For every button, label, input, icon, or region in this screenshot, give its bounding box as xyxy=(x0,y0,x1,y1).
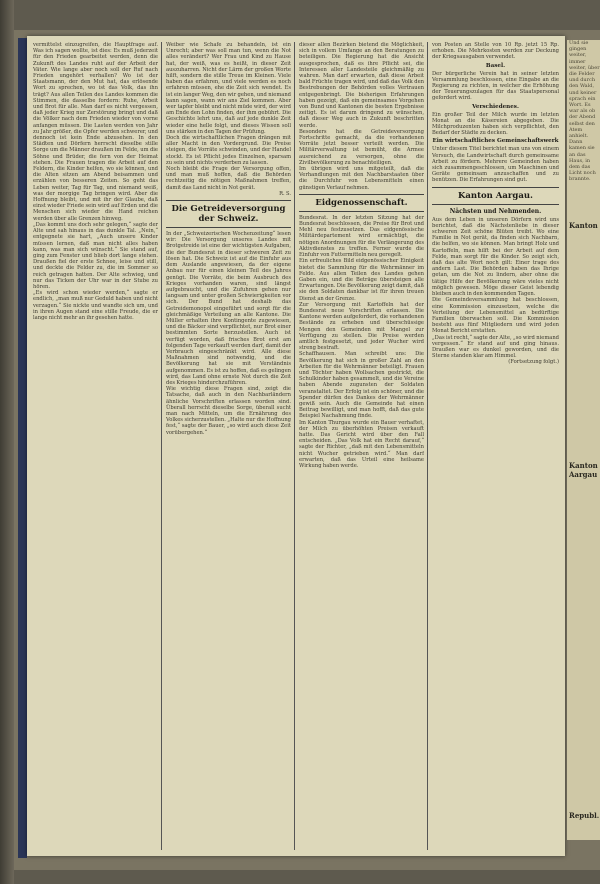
divider xyxy=(299,194,424,195)
section-heading: Kanton Aargau. xyxy=(458,190,533,201)
facing-page xyxy=(567,40,600,840)
paragraph: Im übrigen wird uns mitgeteilt, daß die Verhandlungen mit den Nachbarstaaten über die Durchfuhr von Lebensmitteln einen günstigen Verlauf nehmen. xyxy=(299,166,424,191)
divider xyxy=(432,204,559,205)
paragraph: Ein großer Teil der Milch wurde im letzten Monat an die Käsereien abgegeben. Die Milchproduzenten haben sich verpflichtet, den Bedarf der Städte zu decken. xyxy=(432,111,559,137)
paragraph: dieser allen Bezirken bietend die Möglichkeit, sich in vollem Umfange an den Beratungen zu beteiligen. Die Regierung hat die Ansicht ausgesprochen, daß es ihre Pflicht sei, die Interessen aller Landesteile gleichmäßig zu wahren. Man darf erwarten, daß diese Arbeit bald Früchte tragen wird, und daß das Volk den Bestrebungen der Behörden volles Vertrauen entgegenbringt. Die bisherigen Erfahrungen haben gezeigt, daß ein gemeinsames Vorgehen von Bund und Kantonen die besten Ergebnisse zeitigt. Es ist darum dringend zu wünschen, daß dieser Weg auch in Zukunft beschritten werde. xyxy=(299,42,424,129)
paragraph: Noch bleibt die Frage der Versorgung offen, und man muß hoffen, daß die Behörden rechtzeitig die nötigen Maßnahmen treffen, damit das Land nicht in Not gerät. xyxy=(166,166,291,191)
divider xyxy=(166,200,291,201)
column-rule xyxy=(294,42,295,850)
paragraph: Die Gemeindeversammlung hat beschlossen, eine Kommission einzusetzen, welche die Verteilung der Lebensmittel an bedürftige Familien überwachen soll. Die Kommission besteht aus fünf Mitgliedern und wird jeden Monat Bericht erstatten. xyxy=(432,297,559,335)
column-rule xyxy=(427,42,428,850)
paragraph: Im Kanton Thurgau wurde ein Bauer verhaftet, der Milch zu überhöhten Preisen verkauft hatte. Das Gericht wird über den Fall entscheiden. „Das Volk hat ein Recht darauf,“ sagte der Richter, „daß mit den Lebensmitteln nicht Wucher getrieben wird.“ Man darf erwarten, daß das Urteil eine heilsame Wirkung haben werde. xyxy=(299,419,424,469)
divider xyxy=(166,227,291,228)
paragraph: In der „Schweizerischen Wochenzeitung“ lesen wir: Die Versorgung unseres Landes mit Brotgetreide ist eine der wichtigsten Aufgaben, die der Bundesrat in dieser schweren Zeit zu lösen hat. Die Schweiz ist auf die Einfuhr aus dem Auslande angewiesen, da der eigene Anbau nur für einen kleinen Teil des Jahres genügt. Die Vorräte, die beim Ausbruch des Krieges vorhanden waren, sind längst aufgebraucht, und die Zufuhren gehen nur langsam und unter großen Schwierigkeiten vor sich. Der Bund hat deshalb das Getreidemonopol eingeführt und sorgt für die gleichmäßige Verteilung an alle Kantone. Die Müller erhalten ihre Kontingente zugewiesen, und die Bäcker sind verpflichtet, nur Brot einer bestimmten Sorte herzustellen. Auch ist verfügt worden, daß frisches Brot erst am folgenden Tage verkauft werden darf, damit der Verbrauch eingeschränkt wird. Alle diese Maßnahmen sind notwendig, und die Bevölkerung hat sie mit Verständnis aufgenommen. Es ist zu hoffen, daß es gelingen wird, das Land ohne ernste Not durch die Zeit des Krieges hindurchzuführen. xyxy=(166,231,291,386)
facing-page-heading: Kanton Aargau xyxy=(568,460,600,480)
section-heading: Eidgenossenschaft. xyxy=(315,197,408,208)
paragraph: „Es wird schon wieder werden,“ sagte er endlich, „man muß nur Geduld haben und nicht verzagen.“ Sie nickte und wandte sich um, und in ihren Augen stand eine stille Freude, die er lange nicht mehr an ihr gesehen hatte. xyxy=(33,290,158,321)
column-2 xyxy=(166,42,291,850)
article-heading: Die Getreideversorgung der Schweiz. xyxy=(171,204,286,225)
column-4 xyxy=(432,42,559,850)
article-heading: Nächsten und Nehmenden. xyxy=(449,207,542,215)
subheading: Verschiedenes. xyxy=(472,103,519,110)
facing-page-heading: Republ. xyxy=(569,811,600,820)
column-3 xyxy=(299,42,424,850)
column-rule xyxy=(161,42,162,850)
paragraph: Zur Versorgung mit Kartoffeln hat der Bundesrat neue Vorschriften erlassen. Die Kantone werden aufgefordert, die vorhandenen Bestände zu erheben und überschüssige Mengen den Gemeinden mit Mangel zur Verfügung zu stellen. Die Preise werden amtlich festgesetzt, und jeder Wucher wird streng bestraft. xyxy=(299,301,424,352)
divider xyxy=(432,187,559,188)
facing-page-heading: Kanton xyxy=(569,221,598,230)
paragraph: Unter diesem Titel berichtet man uns von einem Versuch, die Landwirtschaft durch gemeinsame Arbeit zu fördern. Mehrere Gemeinden haben sich zusammengeschlossen, um Maschinen und Geräte gemeinsam anzuschaffen und zu benützen. Die Erfahrungen sind gut. xyxy=(432,146,559,184)
paragraph: Besonders hat die Getreideversorgung Fortschritte gemacht, da die vorhandenen Vorräte jetzt besser verteilt werden. Die Militärverwaltung ist bemüht, die Armee ausreichend zu versorgen, ohne die Zivilbevölkerung zu benachteiligen. xyxy=(299,128,424,166)
subheading: Ein wirtschaftliches Gemeinschaftswerk xyxy=(432,138,559,145)
signature: R. S. xyxy=(279,190,291,197)
paragraph: Ein erfreuliches Bild eidgenössischer Einigkeit bietet die Sammlung für die Wehrmänner im Felde. Aus allen Teilen des Landes gehen Gaben ein, und die Beträge übersteigen alle Erwartungen. Die Bevölkerung zeigt damit, daß sie den Soldaten dankbar ist für ihren treuen Dienst an der Grenze. xyxy=(299,258,424,302)
binding-edge xyxy=(18,38,27,858)
book-spine xyxy=(0,0,14,884)
newspaper-page xyxy=(27,36,565,856)
paragraph: Der bürgerliche Verein hat in seiner letzten Versammlung beschlossen, eine Eingabe an die Regierung zu richten, in welcher die Erhöhung der Teuerungszulagen für das Staatspersonal gefordert wird. xyxy=(432,70,559,102)
subheading: Basel. xyxy=(485,62,506,69)
continuation-note: (Fortsetzung folgt.) xyxy=(508,359,559,366)
paragraph: vermittelst einzugreifen, die Hauptfrage auf. Was ich sagen wollte, ist dies: Es muß jederzeit für den Frieden gearbeitet werden, denn die Zukunft des Landes ruht auf der Arbeit der Väter. Wie lange aber noch soll der Ruf nach Frieden ungehört verhallen? Wo ist der Staatsmann, der den Mut hat, das erlösende Wort zu sprechen, wo ist das Volk, das ihn trägt? Aus allen Teilen des Landes kommen die Stimmen, die dasselbe fordern: Ruhe, Arbeit und Brot für alle. Man darf es nicht vergessen, daß jeder Krieg nur Zerstörung bringt und daß die Völker nach dem Frieden wieder von vorne anfangen müssen. Die Lasten werden von Jahr zu Jahr größer, die Opfer werden schwerer, und dennoch ist kein Ende abzusehen. In den Städten und Dörfern herrscht dieselbe stille Sorge um die Männer draußen im Felde, um die Söhne und Brüder, die fern von der Heimat stehen. Die Frauen tragen die Arbeit auf den Feldern, die Kinder helfen, wo sie können, und die Alten sitzen am Abend beisammen und erzählen von besseren Zeiten. So geht das Leben weiter, Tag für Tag, und niemand weiß, was der morgige Tag bringen wird. Aber die Hoffnung bleibt, und mit ihr der Glaube, daß einst wieder Friede sein wird auf Erden und die Menschen sich wieder die Hand reichen werden über alle Grenzen hinweg. xyxy=(33,42,158,222)
paragraph: Aus dem Leben in unseren Dörfern wird uns berichtet, daß die Nächstenliebe in dieser schweren Zeit schöne Blüten treibt. Wo eine Familie in Not gerät, da finden sich Nachbarn, die helfen, wo sie können. Man bringt Holz und Kartoffeln, man hilft bei der Arbeit auf dem Felde, man sorgt für die Kinder. So zeigt sich, daß das alte Wort noch gilt: Einer trage des andern Last. Die Behörden haben das Ihrige getan, um die Not zu lindern, aber ohne die tätige Hilfe der Bevölkerung wäre vieles nicht möglich gewesen. Möge dieser Geist lebendig bleiben auch in den kommenden Tagen. xyxy=(432,216,559,298)
paragraph: „Das kommt uns doch sehr gelegen,“ sagte der Alte und sah hinaus in das dunkle Tal. „Nein,“ entgegnete sie hart, „Auch unsere Kinder müssen lernen, daß man nicht alles haben kann, was man sich wünscht.“ Sie stand auf, ging zum Fenster und blieb dort lange stehen. Draußen fiel der erste Schnee, leise und still, und deckte die Felder zu, die im Sommer so reich getragen hatten. Der Alte schwieg, und nur das Ticken der Uhr war in der Stube zu hören. xyxy=(33,221,158,290)
paragraph: Wie wichtig diese Fragen sind, zeigt die Tatsache, daß auch in den Nachbarländern ähnliche Vorschriften erlassen worden sind. Überall herrscht dieselbe Sorge, überall sucht man nach Mitteln, um die Ernährung des Volkes sicherzustellen. „Halte nur die Hoffnung fest,“ sagte der Bauer, „so wird auch diese Zeit vorübergehen.“ xyxy=(166,386,291,436)
paragraph: Doch die wirtschaftlichen Fragen drängen mit aller Macht in den Vordergrund. Die Preise steigen, die Vorräte schwinden, und der Handel stockt. Es ist Pflicht jedes Einzelnen, sparsam zu sein und nichts verderben zu lassen. xyxy=(166,135,291,166)
divider xyxy=(299,211,424,212)
column-1 xyxy=(33,42,158,850)
paragraph: Schaffhausen. Man schreibt uns: Die Bevölkerung hat sich in großer Zahl an den Arbeiten für die Wehrmänner beteiligt. Frauen und Töchter haben Wollsachen gestrickt, die Schulkinder haben gesammelt, und die Vereine haben Abende zugunsten der Soldaten veranstaltet. Der Erfolg ist ein schöner, und die Spender dürfen des Dankes der Wehrmänner gewiß sein. Auch die Gemeinde hat einen Beitrag bewilligt, und man hofft, daß das gute Beispiel Nachahmung finde. xyxy=(299,351,424,420)
facing-page-text: Und sie gingen weiter, immer weiter, über die Felder und durch den Wald, und keiner sprach ein Wort. Es war als ob der Abend selbst den Atem anhielt. Dann kamen sie an das Haus, in dem das Licht noch brannte. xyxy=(569,40,600,183)
paragraph: „Das ist recht,“ sagte der Alte, „so wird niemand vergessen.“ Er stand auf und ging hinaus. Draußen war es dunkel geworden, und die Sterne standen klar am Himmel. xyxy=(432,334,559,360)
paragraph: von Posten an Stelle von 10 Rp. jetzt 15 Rp. erhoben. Die Mehrkosten werden zur Deckung der Kriegsausgaben verwendet. xyxy=(432,42,559,61)
paragraph: Weiber wie Schafe zu behandeln, ist ein Unrecht; aber was soll man tun, wenn die Not alles verändert? Wer Frau und Kind zu Hause hat, der weiß, was es heißt, in dieser Zeit auszuharren. Nicht der Lärm der großen Worte hilft, sondern die stille Treue im Kleinen. Viele haben das erfahren, und viele werden es noch erfahren müssen, ehe die Zeit sich wendet. Es ist ein langer Weg, den wir gehen, und niemand kann sagen, wann wir ans Ziel kommen. Aber wer tapfer bleibt und nicht müde wird, der wird am Ende den Lohn finden, der ihm gebührt. Die Geschichte lehrt uns, daß auf jede dunkle Zeit wieder eine helle folgt, und dieses Wissen soll uns stärken in den Tagen der Prüfung. xyxy=(166,42,291,135)
paragraph: Bundesrat. In der letzten Sitzung hat der Bundesrat beschlossen, die Preise für Brot und Mehl neu festzusetzen. Das eidgenössische Militärdepartement wird ermächtigt, die nötigen Anordnungen für die Verlängerung des Aktivdienstes zu treffen. Ferner wurde die Einfuhr von Futtermitteln neu geregelt. xyxy=(299,214,424,259)
